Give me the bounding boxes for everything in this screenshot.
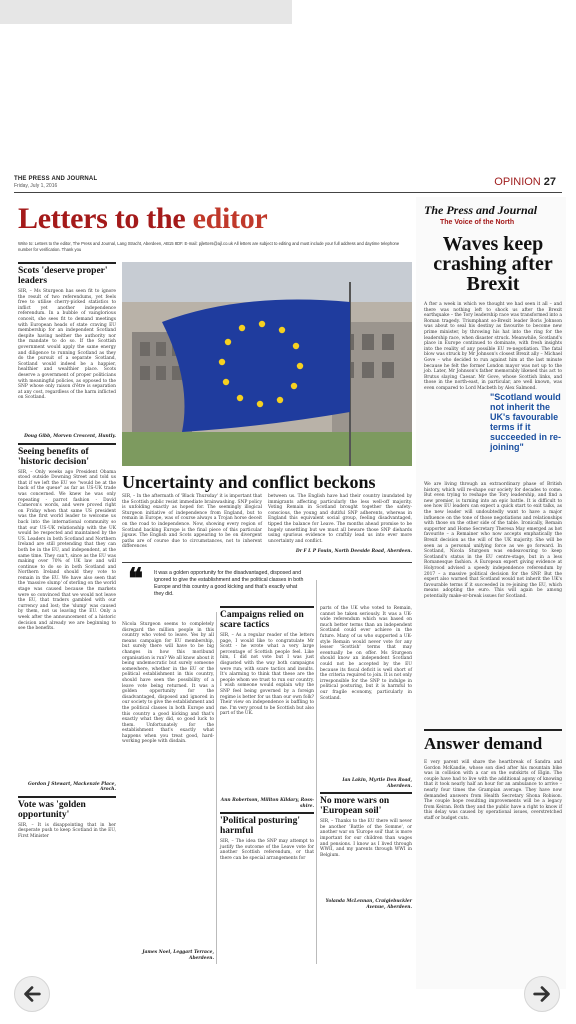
letter-signature: Yolanda McLennan, Craigiebuckler Avenue, Aberdeen. — [325, 899, 412, 910]
letters-title — [18, 202, 267, 236]
editorial-headline: Waves keep crashing after Brexit — [433, 233, 553, 295]
letter-signature: Ann Robertson, Millton Kildary, Ross-shire. — [220, 798, 314, 809]
next-page-button[interactable] — [524, 976, 560, 1012]
masthead-paper-name: THE PRESS AND JOURNAL — [14, 176, 98, 182]
letter-body: SIR, – Thanks to the EU there will never be another 'Battle of the Somme', or another war on 'Europe soil' that is more important for our children than wages and pensions. I know as I lived through WWII, and my parents through WWI in Belgium. — [320, 819, 412, 858]
section-rule — [122, 562, 412, 563]
editorial-tagline: The Voice of the North — [440, 219, 515, 226]
pull-quote: It was a golden opportunity for the disadvantaged, disposed and ignored to give the establishment and the political classes in both Europe and this country a good kicking and that's exactly what they did. — [154, 570, 304, 597]
top-status-bar — [0, 0, 292, 24]
letters-column-3 — [220, 606, 314, 966]
section-rule — [18, 796, 116, 798]
letter-heading: Seeing benefits of 'historic decision' — [18, 446, 89, 467]
letter-body: parts of the UK who voted to Remain, cannot be taken seriously. It was a UK-wide referendum which was based on much better terms than an independent Scotland could ever achieve in the future. Many of us who supported a UK-style Remain would never vote for any lesser 'Scottish' terms that may eventually be on offer. Ms Sturgeon should know an independent Scotland could not be accepted by the EU because its fiscal deficit is well short of the criteria required to join. It is not only irresponsible for the SNP to indulge in political posturing, but it is harmful to our fragile economy, particularly in Scotland. — [320, 606, 412, 701]
letter-heading: 'Political posturing' harmful — [220, 816, 300, 837]
uncertainty-body-a: SIR, – In the aftermath of 'Black Thursday' it is important that the Scottish public resist immediate brainwashing. SNP policy is unfolding exactly as hoped for. The seemingly illogical Sturgeon initiative of independence from England, but to remain in Europe, was of course always a Trojan horse deceit on the road to independence. Now, showing every region of Scotland backing Europe is the final piece of this particular jigsaw. The English and Scots appearing to be on divergent paths are of course due to circumstances, not to inherent differences — [122, 494, 262, 550]
eu-flag-photo-graphic — [122, 262, 412, 466]
letter-heading: Campaigns relied on scare tactics — [220, 610, 304, 630]
column-divider — [316, 580, 317, 964]
previous-page-button[interactable] — [14, 976, 50, 1012]
editorial-body-top: A fter a week in which we thought we had seen it all – and there was nothing left to shock us after the Brexit earthquake – the Tory leadership race was transformed into a Roman tragedy. Triumphant so-Brexit leader Boris Johnson was about to seal his destiny as favourite to become new prime minister, by throwing his hat into the ring for the leadership race, when disaster struck. Meanwhile, Scotland's place in Europe continued to dominate, with fresh insights into the reality of any possible EU re-negotiation. The fatal blow was struck by Mr Johnson's closest Brexit ally – Michael Gove – who decided to run against him at the last minute because he felt the former London mayor was not up to the job. Later, Mr Johnson's father memorably likened this act to Brutus slaying Caesar. Mr Gove, whose Scottish links, and those in the north-east, in particular, are well known, was even compared to Lord Macbeth by Alex Salmond. — [424, 302, 562, 391]
masthead-rule — [14, 192, 562, 193]
uncertainty-body-b: between us. The English have had their country inundated by immigrants affecting particularly the less well-off majority. Voting Remain in Scotland brought together the safety-conscious, the young and dutiful SNP adherents, whereas in England this equivalent social group, feeling disadvantaged, tipped the balance for Leave. The months ahead promise to be hugely unsettling but we must all beware those SNP diehards using spurious evidence to craftily lead us into ever more uncertainty and conflict. — [268, 494, 412, 544]
section-name: OPINION — [494, 176, 541, 188]
arrow-right-icon — [531, 983, 553, 1005]
letters-column-1 — [18, 262, 116, 967]
answer-heading: Answer demand — [424, 734, 543, 753]
letter-body: Nicola Sturgeon seems to completely disregard the million people in this country who voted to leave. Yes by all means campaign for EU membership, but surely there will have to be big changes in how this moribund organisation is run? We all know about it being undemocratic but surely someone somewhere, whether in the EU or the political establishment in this country, should have seen the possibility of a leave vote being returned. It was a golden opportunity for the disadvantaged, disposed and ignored in our society to give the establishment and the political classes in both Europe and this country a good kicking and that's exactly what they did, so good luck to them. Unfortunately for the establishment that's exactly what happens when you treat good, hard-working people with disdain. — [122, 622, 214, 745]
letter-heading: Scots 'deserve proper' leaders — [18, 266, 108, 286]
letter-signature: James Noel, Leggart Terrace, Aberdeen. — [142, 950, 214, 961]
eu-flag-photo — [122, 262, 412, 466]
letters-address: Write to: Letters to the editor, The Press and Journal, Lang Stracht, Aberdeen, AB15 8DF. E-mail: pjletters@ajl.co.uk All letters are subject to editing and must include your full address and daytime telephone number for verification. Thank you — [18, 241, 400, 252]
section-rule — [424, 729, 562, 731]
letter-body: SIR, – The idea the SNP may attempt to justify the outcome of the Leave vote for another Scottish referendum, or that there can be special arrangements for — [220, 839, 314, 861]
section-rule — [18, 262, 116, 264]
page-number: 27 — [543, 176, 556, 188]
arrow-left-icon — [21, 983, 43, 1005]
masthead-date: Friday, July 1, 2016 — [14, 183, 58, 189]
section-rule — [220, 606, 314, 608]
section-rule — [220, 812, 314, 814]
letter-body: SIR, – As a regular reader of the letters page, I would like to congratulate Mr Scott - he wrote what a very large percentage of Scottish people feel. Like him, I did not vote but I was just disgusted with the way both campaigns were run; with scare tactics and insults. It's alarming to think that these are the people whom we trust to run our country. I wish someone would explain why the SNP feel being governed by a foreign regime is better for us than our own folk? Their view on independence is baffling to me. I'm very proud to be Scottish but also part of the UK. — [220, 633, 314, 717]
letters-column-4 — [320, 606, 412, 970]
answer-body: E very parent will share the heartbreak of Sandra and Gordon McKandie, whose son died after his mountain bike was in collision with a car on the outskirts of Elgin. The couple have had to live with the additional agony of knowing that it took nearly half an hour for an ambulance to arrive – nearly four times the Grampian average. They have now demanded answers from Health Secretary Shona Robison. The couple hope resulting improvements will be a legacy from Keiran. Both they and the public have a right to know if this delay was caused by operational issues, overstretched staff or budget cuts. — [424, 760, 562, 821]
letter-signature: Gordon J Stewart, Mackenzie Place, Aroch. — [27, 781, 116, 793]
letter-body: SIR, – It is disappointing that in her desperate push to keep Scotland in the EU, First Minister — [18, 822, 116, 839]
letters-title-accent: editor — [192, 202, 268, 235]
letter-body: SIR, – Ms Sturgeon has seen fit to ignore the result of two referendums, yet feels free to utilise cherry-picked statistics to inflict yet another independence referendum. In a bubble of vainglorious conceit, she sees fit to demand meetings with European heads of state craving EU membership for an independent Scotland despite having neither the authority nor the mandate to do so. If the Scottish government would apply the same energy and diligence to running Scotland as they do the pursuit of a separate Scotland, Scotland would indeed be a happier, healthier and wealthier place. Scots deserve a government of proper politicians with meaningful policies, as opposed to the SNP whose only raison d'être is separation at any cost, regardless of the harm inflicted on Scotland. — [18, 289, 116, 401]
editorial-logo: The Press and Journal — [424, 203, 538, 217]
uncertainty-signature: Dr F L P Fouin, North Deeside Road, Aberdeen. — [295, 549, 412, 554]
letters-title-part: Letters to the — [18, 202, 193, 235]
editorial-pull-quote: "Scotland would not inherit the UK's favourable terms if it succeeded in re-joining" — [490, 392, 562, 452]
column-divider — [216, 612, 217, 964]
letter-body: SIR, – Only weeks ago President Obama stood outside Downing Street and told us that if we left the EU we "would be at the back of the queue" as far as US-UK trade was concerned. We knew he was only repeating - parrot fashion - David Cameron's words, and were proved right on Friday when that same US president was the first world leader to welcome us back into the international community so that our US-UK relationship with the UK would be respected and maintained by the US. Leaders in both Scotland and Northern Ireland are still pretending that they can both be in the EU, and independent, at the same time. They can't, since as the EU was making over 70% of UK law and will continue to do so in both Scotland and Northern Ireland should they vote to remain in the EU. We have also seen that the 'massive slump' of sterling on the world stage was caused because the markets were so convinced that we would not leave the EU, that traders gambled with our currency and lost; the 'slump' was caused by them, not us leaving the EU. Only a week after the announcement of a historic decision and already we are beginning to see the benefits. — [18, 469, 116, 632]
letter-heading: No more wars on 'European soil' — [320, 796, 390, 817]
quote-mark-icon: ❝ — [128, 564, 144, 595]
editorial-body: We are living through an extraordinary phase of British history, which will re-shape our society for decades to come. But even trying to reshape the Tory leadership, and find a new premier, is turning into an epic battle. It is difficult to see how EU leaders can expect a quick start to exit talks, as the new leader will undoubtedly want to have a major influence on the tone of those negotiations and relationships with those on the other side of the table. Ironically, Remain supporter and Home Secretary Theresa May emerged as hot favourite – a Remainer who now accepts emphatically the Brexit decision as the will of the UK majority. She will be seen as a personal unifying force as we go forward. In Scotland, Nicola Sturgeon was endeavouring to keep Scotland's status in the EU centre-stage, but in a less Romanesque fashion. A European expert giving evidence at Holyrood advised a speedy independence referendum by 2017 – a massive political decision for the SNP. But the expert also warned that Scotland would not inherit the UK's favourable terms if it succeeded in re-joining the EU, which means adopting the euro. This will again be among potentially make-or-break issues for Scotland. — [424, 482, 562, 599]
letter-signature: Ian Lakin, Myrtle Den Road, Aberdeen. — [342, 778, 412, 789]
uncertainty-heading: Uncertainty and conflict beckons — [122, 472, 376, 492]
section-rule — [320, 792, 412, 794]
section-label — [494, 176, 556, 188]
editorial-body-left — [424, 392, 486, 478]
section-rule — [18, 443, 116, 445]
letter-heading: Vote was 'golden opportunity' — [18, 799, 86, 820]
letter-signature: Doug Gibb, Morven Crescent, Huntly. — [24, 434, 116, 439]
